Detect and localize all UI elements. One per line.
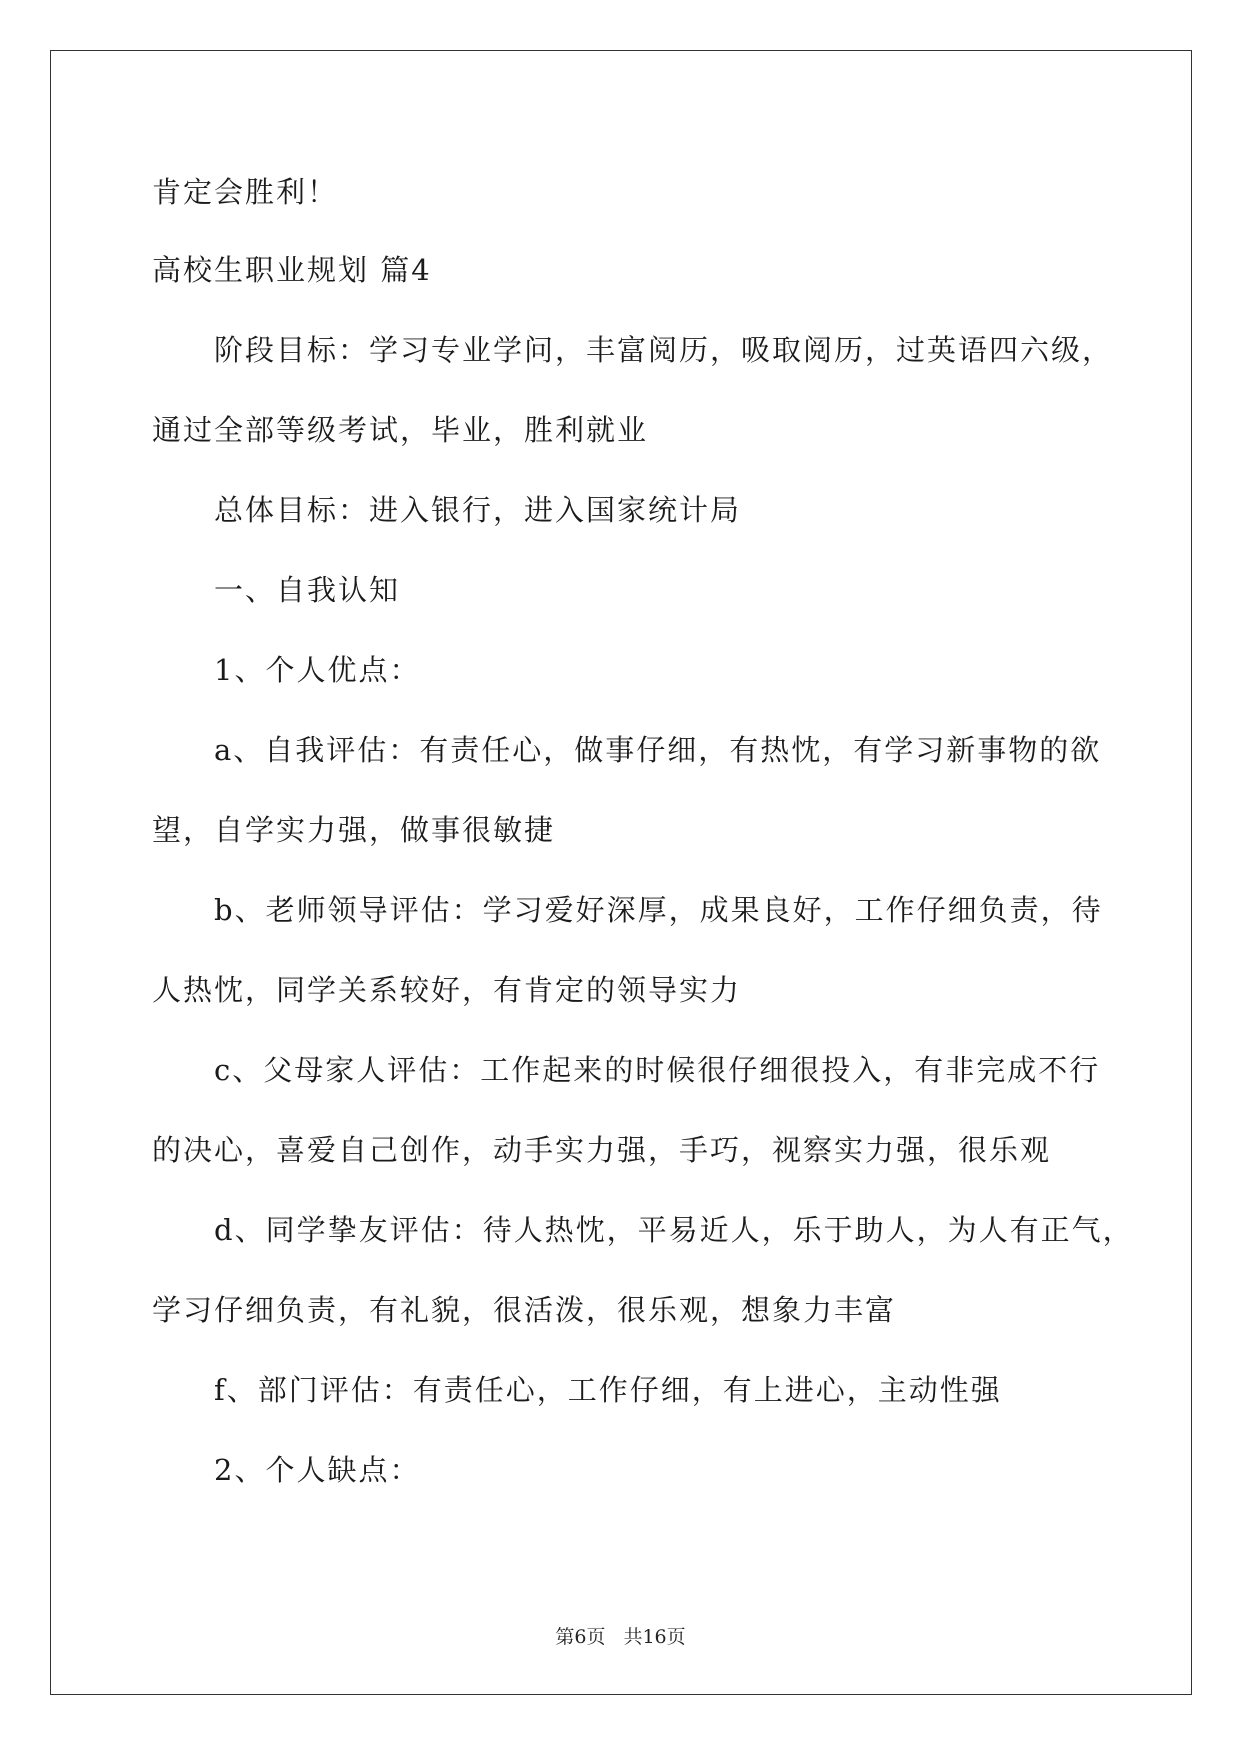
- paragraph-parent-eval: c、父母家人评估：工作起来的时候很仔细很投入，有非完成不行: [214, 1053, 1101, 1087]
- page-footer: [0, 1624, 1241, 1650]
- paragraph-friend-eval: d、同学挚友评估：待人热忱，平易近人，乐于助人，为人有正气，: [214, 1213, 1134, 1247]
- subheading-strengths: 1、个人优点：: [214, 653, 421, 687]
- page-number-total: 共16页: [623, 1626, 686, 1648]
- paragraph-stage-goal: 阶段目标：学习专业学问，丰富阅历，吸取阅历，过英语四六级，: [214, 333, 1114, 367]
- paragraph-friend-eval-cont: 学习仔细负责，有礼貌，很活泼，很乐观，想象力丰富: [152, 1293, 897, 1327]
- paragraph-teacher-eval: b、老师领导评估：学习爱好深厚，成果良好，工作仔细负责，待: [214, 893, 1103, 927]
- paragraph-stage-goal-cont: 通过全部等级考试，毕业，胜利就业: [152, 413, 649, 447]
- page-number-current: 第6页: [555, 1626, 606, 1648]
- subheading-weaknesses: 2、个人缺点：: [214, 1453, 421, 1487]
- paragraph-teacher-eval-cont: 人热忱，同学关系较好，有肯定的领导实力: [152, 973, 742, 1007]
- text-line-continuation: 肯定会胜利！: [152, 175, 339, 209]
- paragraph-overall-goal: 总体目标：进入银行，进入国家统计局: [214, 493, 742, 527]
- subheading-self-awareness: 一、自我认知: [214, 573, 401, 607]
- paragraph-parent-eval-cont: 的决心，喜爱自己创作，动手实力强，手巧，视察实力强，很乐观: [152, 1133, 1052, 1167]
- paragraph-self-eval: a、自我评估：有责任心，做事仔细，有热忱，有学习新事物的欲: [214, 733, 1102, 767]
- page-frame: [50, 50, 1192, 1695]
- section-heading: 高校生职业规划 篇4: [152, 253, 432, 287]
- paragraph-self-eval-cont: 望，自学实力强，做事很敏捷: [152, 813, 556, 847]
- paragraph-dept-eval: f、部门评估：有责任心，工作仔细，有上进心，主动性强: [214, 1373, 1002, 1407]
